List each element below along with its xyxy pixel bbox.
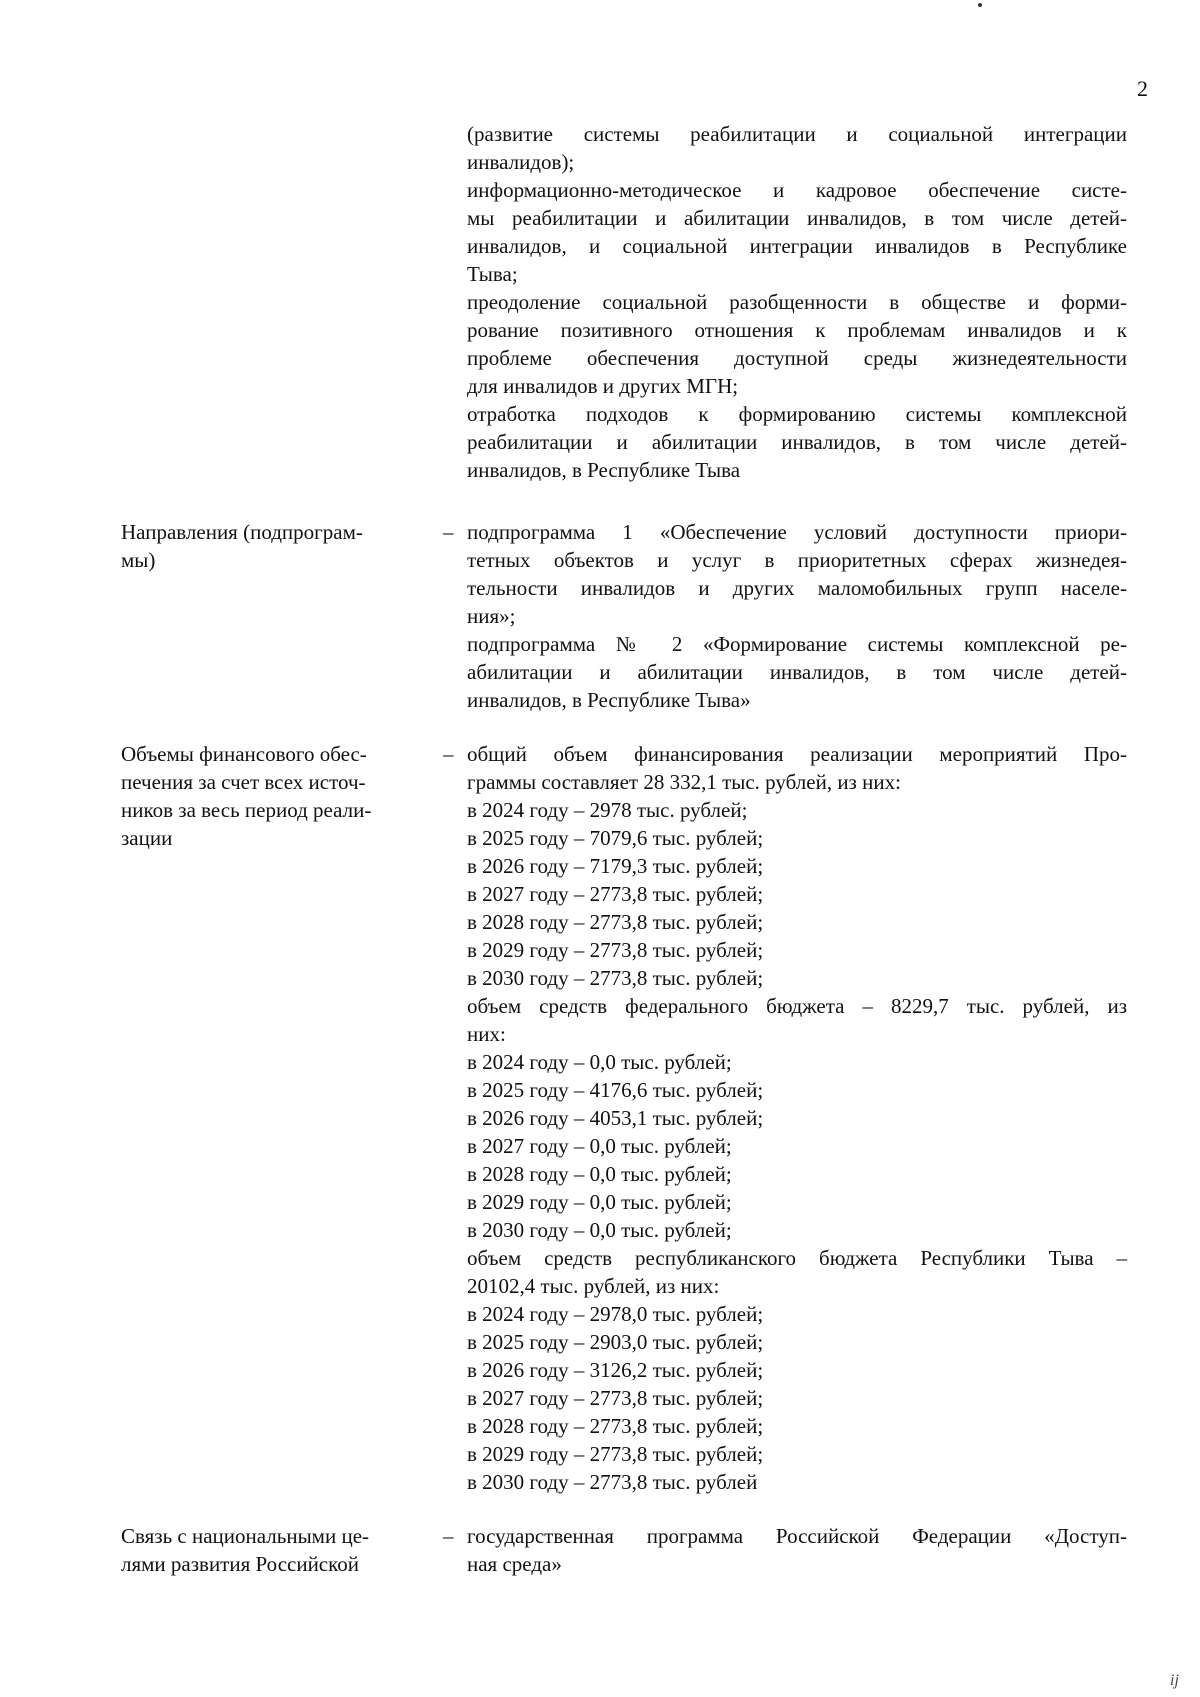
text-line: в 2025 году – 2903,0 тыс. рублей; — [467, 1330, 764, 1354]
text-line: общий объем финансирования реализации мероприятий Про- — [467, 742, 1127, 766]
dash-separator: – — [443, 520, 454, 544]
text-line: тельности инвалидов и других маломобильных групп населе- — [467, 576, 1127, 600]
text-line: в 2029 году – 2773,8 тыс. рублей; — [467, 938, 764, 962]
text-line: в 2026 году – 7179,3 тыс. рублей; — [467, 854, 764, 878]
dash-separator: – — [443, 1524, 454, 1548]
dash-separator: – — [443, 742, 454, 766]
text-line: в 2027 году – 2773,8 тыс. рублей; — [467, 882, 764, 906]
scan-speck — [978, 3, 982, 7]
text-line: в 2028 году – 0,0 тыс. рублей; — [467, 1162, 732, 1186]
section-content — [467, 518, 1127, 714]
text-line: в 2030 году – 2773,8 тыс. рублей — [467, 1470, 758, 1494]
text-line: подпрограмма 1 «Обеспечение условий доступности приори- — [467, 520, 1127, 544]
text-line: для инвалидов и других МГН; — [467, 374, 739, 398]
text-line: реабилитации и абилитации инвалидов, в том числе детей- — [467, 430, 1127, 454]
text-line: инвалидов, в Республике Тыва — [467, 458, 741, 482]
text-line: ния»; — [467, 604, 516, 628]
text-line: (развитие системы реабилитации и социальной интеграции — [467, 122, 1127, 146]
text-line: 20102,4 тыс. рублей, из них: — [467, 1274, 720, 1298]
text-line: них: — [467, 1022, 506, 1046]
text-line: в 2029 году – 2773,8 тыс. рублей; — [467, 1442, 764, 1466]
text-line: объем средств республиканского бюджета Республики Тыва – — [467, 1246, 1127, 1270]
text-line: в 2028 году – 2773,8 тыс. рублей; — [467, 1414, 764, 1438]
text-line: в 2030 году – 2773,8 тыс. рублей; — [467, 966, 764, 990]
text-line: информационно-методическое и кадровое обеспечение систе- — [467, 178, 1127, 202]
text-line: в 2027 году – 2773,8 тыс. рублей; — [467, 1386, 764, 1410]
intro-content — [467, 120, 1127, 484]
text-line: отработка подходов к формированию системы комплексной — [467, 402, 1127, 426]
text-line: в 2028 году – 2773,8 тыс. рублей; — [467, 910, 764, 934]
text-line: преодоление социальной разобщенности в обществе и форми- — [467, 290, 1127, 314]
text-line: в 2025 году – 7079,6 тыс. рублей; — [467, 826, 764, 850]
text-line: в 2029 году – 0,0 тыс. рублей; — [467, 1190, 732, 1214]
text-line: в 2026 году – 4053,1 тыс. рублей; — [467, 1106, 764, 1130]
section-content — [467, 740, 1127, 1496]
section-label: Связь с национальными це- лями развития Российской — [121, 1524, 370, 1576]
text-line: ная среда» — [467, 1552, 562, 1576]
corner-mark: ij — [1170, 1672, 1179, 1689]
text-line: государственная программа Российской Федерации «Доступ- — [467, 1524, 1127, 1548]
page-number: 2 — [1137, 76, 1148, 101]
text-line: в 2024 году – 2978,0 тыс. рублей; — [467, 1302, 764, 1326]
text-line: в 2026 году – 3126,2 тыс. рублей; — [467, 1358, 764, 1382]
text-line: в 2025 году – 4176,6 тыс. рублей; — [467, 1078, 764, 1102]
text-line: абилитации и абилитации инвалидов, в том числе детей- — [467, 660, 1127, 684]
text-line: инвалидов); — [467, 150, 575, 174]
text-line: мы реабилитации и абилитации инвалидов, в том числе детей- — [467, 206, 1127, 230]
section-content — [467, 1522, 1127, 1578]
text-line: объем средств федерального бюджета – 8229,7 тыс. рублей, из — [467, 994, 1127, 1018]
text-line: инвалидов, в Республике Тыва» — [467, 688, 751, 712]
text-line: проблеме обеспечения доступной среды жизнедеятельности — [467, 346, 1127, 370]
text-line: в 2027 году – 0,0 тыс. рублей; — [467, 1134, 732, 1158]
text-line: Тыва; — [467, 262, 518, 286]
section-label: Объемы финансового обес- печения за счет всех источ- ников за весь период реали- зации — [121, 742, 372, 850]
text-line: в 2024 году – 2978 тыс. рублей; — [467, 798, 748, 822]
text-line: подпрограмма № 2 «Формирование системы комплексной ре- — [467, 632, 1127, 656]
text-line: граммы составляет 28 332,1 тыс. рублей, из них: — [467, 770, 901, 794]
text-line: рование позитивного отношения к проблемам инвалидов и к — [467, 318, 1127, 342]
section-label: Направления (подпрограм- мы) — [121, 520, 363, 572]
text-line: в 2030 году – 0,0 тыс. рублей; — [467, 1218, 732, 1242]
text-line: тетных объектов и услуг в приоритетных сферах жизнедея- — [467, 548, 1127, 572]
text-line: инвалидов, и социальной интеграции инвалидов в Республике — [467, 234, 1127, 258]
text-line: в 2024 году – 0,0 тыс. рублей; — [467, 1050, 732, 1074]
